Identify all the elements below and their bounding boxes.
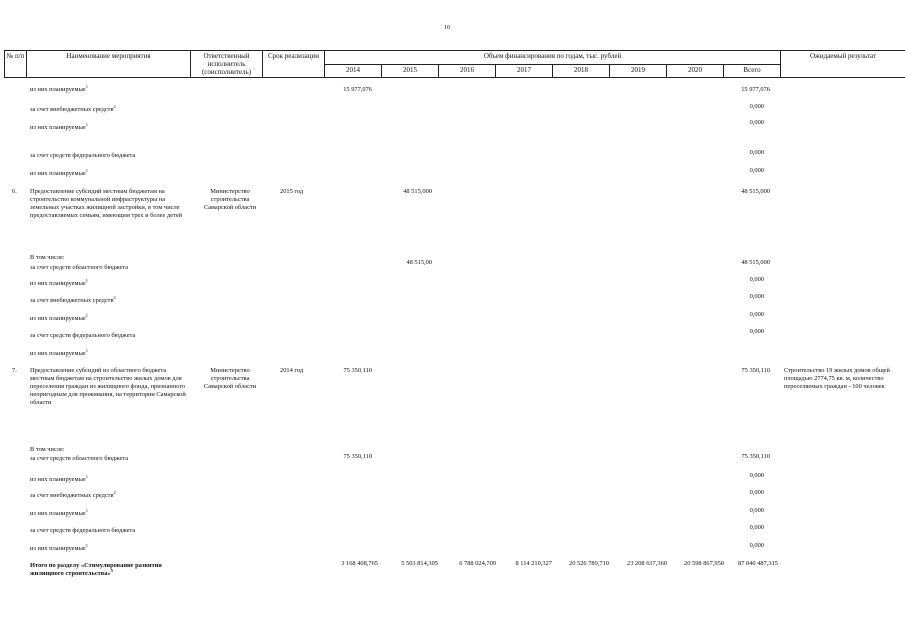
list-item: за счет средств федерального бюджета [30, 152, 136, 159]
col-resp-header: Ответственный исполнитель (соисполнитель) [191, 51, 263, 78]
expected-result: Строительство 19 жилых домов общей площадью 2774,75 кв. м, количество переселяемых граждан - 100 человек [784, 367, 890, 390]
item-term: 2015 год [280, 188, 304, 195]
cell-total: 75 350,110 [741, 367, 770, 374]
in-that-label: В том числе: [30, 446, 65, 453]
cell-total: 0,000 [749, 311, 764, 318]
total-2015: 5 503 814,305 [401, 560, 438, 567]
cell-total: 0,000 [749, 328, 764, 335]
list-item: за счет внебюджетных средств$^2$ [30, 489, 116, 499]
item-number: 6. [12, 188, 17, 195]
cell-total: 0,000 [749, 167, 764, 174]
year-header: 2017 [496, 64, 553, 78]
table-header [4, 50, 905, 78]
item-number: 7. [12, 367, 17, 374]
cell-total: 15 977,076 [741, 86, 770, 93]
total-2020: 20 598 867,950 [684, 560, 724, 567]
cell-2014: 75 350,110 [343, 367, 372, 374]
list-item: из них планируемые$^1$ [30, 312, 88, 322]
cell-total: 0,000 [749, 103, 764, 110]
item-term: 2014 год [280, 367, 304, 374]
list-item: за счет средств областного бюджета [30, 264, 129, 271]
cell-total: 0,000 [749, 542, 764, 549]
cell-total: 0,000 [749, 293, 764, 300]
list-item: из них планируемые$^1$ [30, 83, 88, 93]
list-item: из них планируемые$^1$ [30, 507, 88, 517]
col-no-header: № п/п [5, 51, 27, 78]
year-header: 2018 [553, 64, 610, 78]
list-item: за счет средств областного бюджета [30, 455, 129, 462]
cell-total: 75 350,110 [741, 453, 770, 460]
page-number: 10 [444, 25, 450, 31]
year-header: 2014 [325, 64, 382, 78]
list-item: из них планируемые$^1$ [30, 277, 88, 287]
col-result-header: Ожидаемый результат [781, 51, 905, 78]
list-item: из них планируемые$^1$ [30, 542, 88, 552]
list-item: за счет внебюджетных средств$^2$ [30, 103, 116, 113]
year-header: 2020 [667, 64, 724, 78]
year-header: 2015 [382, 64, 439, 78]
total-2014: 3 168 408,765 [341, 560, 378, 567]
year-header: 2019 [610, 64, 667, 78]
cell-total: 0,000 [749, 489, 764, 496]
cell-total: 0,000 [749, 524, 764, 531]
total-2018: 20 526 789,710 [569, 560, 609, 567]
cell-total: 48 515,000 [741, 259, 770, 266]
cell-2014: 75 350,110 [343, 453, 372, 460]
cell-total: 0,000 [749, 119, 764, 126]
item-name: Предоставление субсидий местным бюджетам на строительство коммунальной инфраструктуры на земельных участках жилищной застройки, в том числе предоставляемых семьям, имеющим трех и более детей [30, 188, 183, 219]
section-total-label: Итого по разделу «Стимулирование развития жилищного строительства»$^5$ [30, 562, 162, 577]
cell-2014: 15 977,076 [343, 86, 372, 93]
list-item: за счет средств федерального бюджета [30, 527, 136, 534]
list-item: из них планируемые$^1$ [30, 167, 88, 177]
total-all: 87 040 487,315 [738, 560, 778, 567]
cell-2015: 48 515,00 [406, 259, 432, 266]
item-responsible: Министерство строительства Самарской области [203, 188, 257, 211]
item-responsible: Министерство строительства Самарской области [203, 367, 257, 390]
list-item: из них планируемые$^1$ [30, 121, 88, 131]
list-item: из них планируемые$^1$ [30, 347, 88, 357]
total-header: Всего [724, 64, 781, 78]
cell-total: 48 515,000 [741, 188, 770, 195]
col-term-header: Срок реализации [263, 51, 325, 78]
list-item: из них планируемые$^1$ [30, 473, 88, 483]
cell-total: 0,000 [749, 507, 764, 514]
cell-total: 0,000 [749, 472, 764, 479]
list-item: за счет средств федерального бюджета [30, 332, 136, 339]
list-item: за счет внебюджетных средств$^2$ [30, 294, 116, 304]
total-2019: 23 208 637,360 [627, 560, 667, 567]
item-name: Предоставление субсидий из областного бюджета местным бюджетам на строительство жилых домов для переселения граждан из жилищного фонда, признанного непригодным для проживания, на территории Самарской области [30, 367, 186, 406]
in-that-label: В том числе: [30, 254, 65, 261]
total-2016: 6 788 024,709 [459, 560, 496, 567]
cell-2015: 48 515,000 [403, 188, 432, 195]
col-name-header: Наименование мероприятия [27, 51, 191, 78]
cell-total: 0,000 [749, 149, 764, 156]
col-finance-header: Объем финансирования по годам, тыс. рублей [325, 51, 781, 65]
year-header: 2016 [439, 64, 496, 78]
cell-total: 0,000 [749, 276, 764, 283]
total-2017: 8 114 210,327 [515, 560, 552, 567]
